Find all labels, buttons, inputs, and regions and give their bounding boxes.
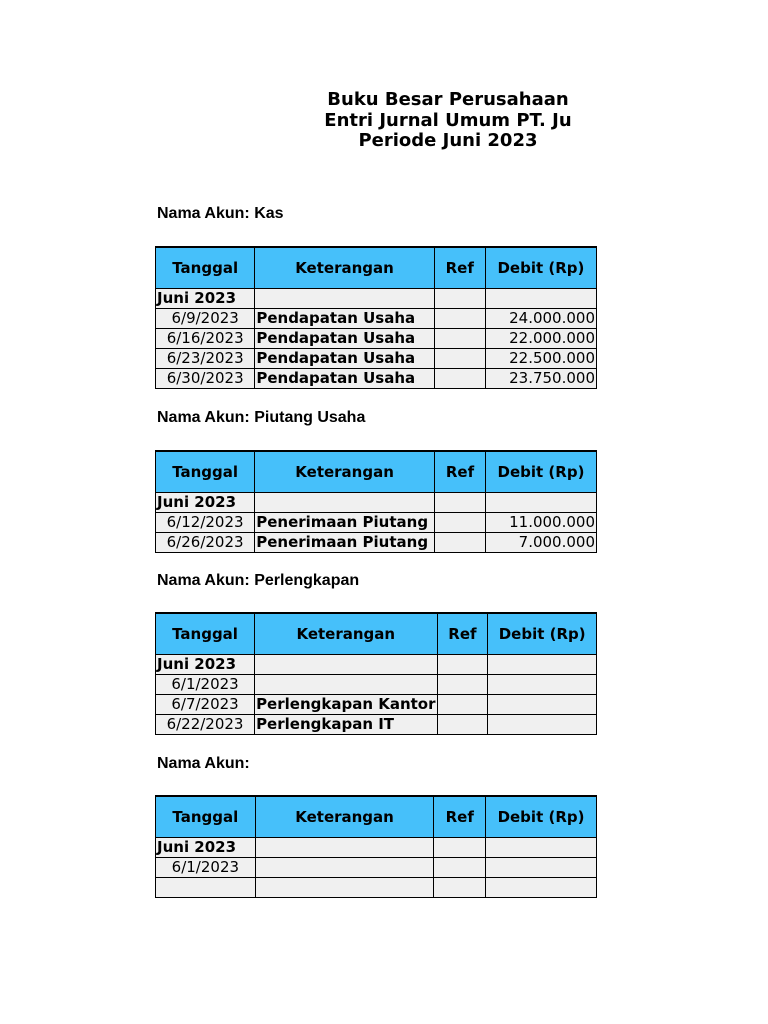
date-cell: 6/16/2023 — [156, 329, 255, 349]
month-row — [156, 655, 597, 675]
column-header-description: Keterangan — [255, 451, 435, 493]
ref-cell — [434, 329, 485, 349]
description-cell — [255, 858, 434, 878]
month-row — [156, 493, 597, 513]
date-cell: 6/30/2023 — [156, 369, 255, 389]
table-row — [156, 878, 597, 898]
empty-cell — [255, 289, 434, 309]
column-header-debit: Debit (Rp) — [485, 247, 596, 289]
debit-cell — [486, 878, 597, 898]
empty-cell — [485, 493, 596, 513]
column-header-ref: Ref — [437, 613, 488, 655]
description-cell — [255, 878, 434, 898]
account-label-prefix: Nama Akun: — [157, 572, 250, 589]
account-name: Piutang Usaha — [254, 409, 366, 426]
description-cell: Pendapatan Usaha — [255, 329, 434, 349]
month-cell: Juni 2023 — [156, 289, 255, 309]
month-cell: Juni 2023 — [156, 655, 255, 675]
column-header-debit: Debit (Rp) — [485, 451, 596, 493]
column-header-ref: Ref — [434, 451, 485, 493]
table-row — [156, 309, 597, 329]
date-cell: 6/9/2023 — [156, 309, 255, 329]
account-name: Perlengkapan — [254, 572, 360, 589]
debit-cell — [488, 695, 597, 715]
empty-cell — [255, 493, 435, 513]
column-header-date: Tanggal — [156, 247, 255, 289]
date-cell: 6/22/2023 — [156, 715, 255, 735]
column-header-description: Keterangan — [255, 796, 434, 838]
account-label-prefix: Nama Akun: — [157, 755, 250, 772]
column-header-description: Keterangan — [255, 613, 437, 655]
ref-cell — [434, 349, 485, 369]
ledger-table — [155, 612, 597, 735]
description-cell: Penerimaan Piutang — [255, 533, 435, 553]
table-row — [156, 695, 597, 715]
description-cell: Perlengkapan Kantor — [256, 695, 436, 713]
column-header-date: Tanggal — [156, 613, 255, 655]
table-row — [156, 513, 597, 533]
table-row — [156, 533, 597, 553]
date-cell — [156, 878, 256, 898]
table-header-row — [156, 451, 597, 493]
table-header-row — [156, 796, 597, 838]
ref-cell — [434, 533, 485, 553]
month-cell: Juni 2023 — [156, 838, 256, 858]
table-row — [156, 369, 597, 389]
account-label — [157, 205, 284, 223]
empty-cell — [486, 838, 597, 858]
debit-cell: 22.500.000 — [485, 349, 596, 369]
empty-cell — [485, 289, 596, 309]
month-cell: Juni 2023 — [156, 493, 255, 513]
empty-cell — [255, 655, 437, 675]
date-cell: 6/1/2023 — [156, 858, 256, 878]
column-header-ref: Ref — [434, 796, 486, 838]
description-cell: Pendapatan Usaha — [255, 369, 434, 389]
description-cell: Penerimaan Piutang — [255, 513, 435, 533]
ref-cell — [434, 309, 485, 329]
table-row — [156, 329, 597, 349]
debit-cell: 22.000.000 — [485, 329, 596, 349]
empty-cell — [434, 289, 485, 309]
debit-cell: 23.750.000 — [485, 369, 596, 389]
column-header-debit: Debit (Rp) — [488, 613, 597, 655]
debit-cell — [488, 675, 597, 695]
column-header-description: Keterangan — [255, 247, 434, 289]
debit-cell: 11.000.000 — [485, 513, 596, 533]
account-name: Kas — [254, 205, 284, 222]
account-label-prefix: Nama Akun: — [157, 409, 250, 426]
column-header-ref: Ref — [434, 247, 485, 289]
ledger-table — [155, 795, 597, 898]
column-header-date: Tanggal — [156, 451, 255, 493]
debit-cell: 7.000.000 — [485, 533, 596, 553]
account-label — [157, 572, 359, 590]
date-cell: 6/23/2023 — [156, 349, 255, 369]
description-cell: Pendapatan Usaha — [255, 309, 434, 329]
empty-cell — [434, 838, 486, 858]
ref-cell — [437, 675, 488, 695]
date-cell: 6/12/2023 — [156, 513, 255, 533]
table-header-row — [156, 247, 597, 289]
month-row — [156, 289, 597, 309]
description-cell: Perlengkapan IT — [255, 715, 437, 735]
debit-cell — [486, 858, 597, 878]
empty-cell — [255, 838, 434, 858]
ref-cell — [437, 715, 488, 735]
table-row — [156, 715, 597, 735]
account-label — [157, 409, 365, 427]
title-company: Buku Besar Perusahaan — [327, 89, 569, 110]
date-cell: 6/1/2023 — [156, 675, 255, 695]
month-row — [156, 838, 597, 858]
debit-cell: 24.000.000 — [485, 309, 596, 329]
table-row — [156, 349, 597, 369]
ledger-table — [155, 450, 597, 553]
ref-cell — [434, 369, 485, 389]
description-cell — [255, 675, 437, 695]
table-row — [156, 858, 597, 878]
table-header-row — [156, 613, 597, 655]
empty-cell — [488, 655, 597, 675]
ref-cell — [434, 878, 486, 898]
date-cell: 6/7/2023 — [156, 695, 255, 715]
ref-cell — [434, 513, 485, 533]
ledger-table — [155, 246, 597, 389]
column-header-date: Tanggal — [156, 796, 256, 838]
date-cell: 6/26/2023 — [156, 533, 255, 553]
account-label-prefix: Nama Akun: — [157, 205, 250, 222]
ref-cell — [437, 695, 488, 715]
account-label — [157, 755, 250, 773]
empty-cell — [434, 493, 485, 513]
empty-cell — [437, 655, 488, 675]
description-cell: Pendapatan Usaha — [255, 349, 434, 369]
table-row — [156, 675, 597, 695]
debit-cell — [488, 715, 597, 735]
title-journal: Entri Jurnal Umum PT. Ju — [324, 110, 572, 131]
column-header-debit: Debit (Rp) — [486, 796, 597, 838]
ref-cell — [434, 858, 486, 878]
title-period: Periode Juni 2023 — [358, 130, 538, 151]
